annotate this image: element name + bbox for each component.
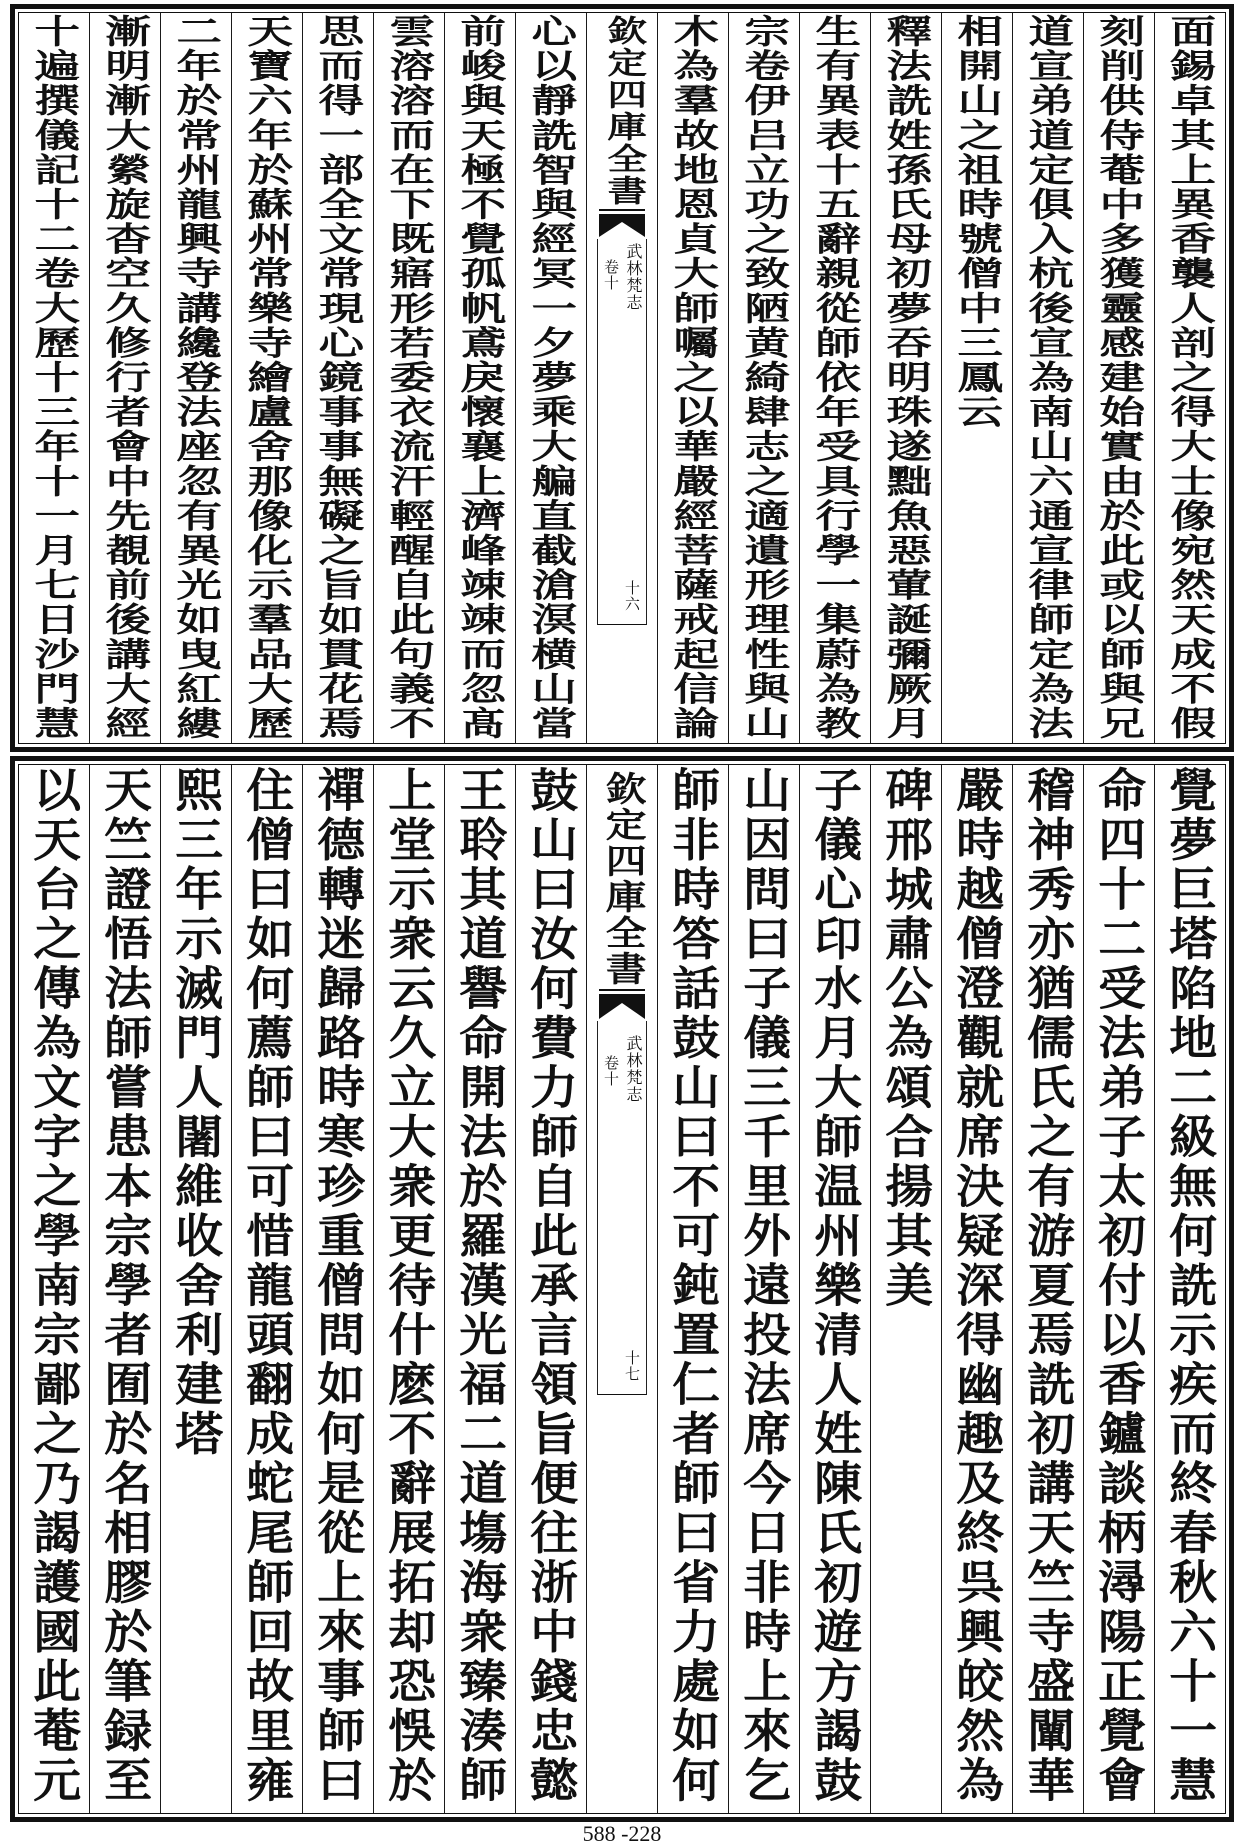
fishtail-icon <box>599 209 645 237</box>
column-text: 刻削供侍菴中多獲靈感建始實由於此或以師與兄 <box>1092 14 1146 741</box>
text-column <box>870 13 941 743</box>
text-column <box>1154 765 1225 1813</box>
text-column <box>444 13 515 743</box>
text-column <box>89 13 160 743</box>
text-column <box>515 13 586 743</box>
column-text: 上堂示衆云久立大衆更待什麽不辭展拓却恐悞於 <box>380 766 438 1806</box>
column-text: 子儀心印水月大師温州樂清人姓陳氏初遊方謁鼓 <box>806 766 864 1806</box>
page-frame <box>18 764 1226 1814</box>
column-text: 天竺證悟法師嘗患本宗學者囿於名相膠於筆録至 <box>96 766 154 1806</box>
column-text: 釋法詵姓孫氏母初夢吞明珠遂黜魚惡葷誕彌厥月 <box>879 14 933 741</box>
text-column <box>373 765 444 1813</box>
column-text: 覺夢巨塔陷地二級無何詵示疾而終春秋六十一慧 <box>1161 766 1219 1806</box>
column-text: 熙三年示滅門人闍維收舍利建塔 <box>167 766 225 1459</box>
text-column <box>160 765 231 1813</box>
column-text: 鼓山曰汝何費力師自此承言領旨便往浙中錢忠懿 <box>522 766 580 1806</box>
center-column-title: 欽定四庫全書 <box>598 771 646 987</box>
fishtail-icon <box>599 989 645 1019</box>
text-column <box>1012 13 1083 743</box>
column-text: 以天台之傳為文字之學南宗鄙之乃謁護國此菴元 <box>25 766 83 1806</box>
column-text: 十遍撰儀記十二卷大歷十三年十一月七日沙門慧 <box>27 14 81 741</box>
text-column <box>231 13 302 743</box>
text-column <box>799 765 870 1813</box>
text-column <box>1012 765 1083 1813</box>
book-title: 武林梵志 <box>624 1035 643 1103</box>
center-column <box>586 765 657 1813</box>
column-text: 天寶六年於蘇州常樂寺繪盧舍那像化示羣品大歷 <box>240 14 294 741</box>
column-text: 面錫卓其上異香襲人剖之得大士像宛然天成不假 <box>1163 14 1217 741</box>
center-column <box>586 13 657 743</box>
column-text: 王聆其道譽命開法於羅漢光福二道塲海衆臻湊師 <box>451 766 509 1806</box>
text-column <box>302 13 373 743</box>
leaf-number: 十六 <box>623 580 641 612</box>
column-text: 嚴時越僧澄觀就席決疑深得幽趣及終呉興皎然為 <box>948 766 1006 1806</box>
page-number: 588 -228 <box>582 1821 662 1846</box>
column-text: 宗卷伊吕立功之致陋黄綺肆志之適遺形理性與山 <box>737 14 791 741</box>
volume-label: 卷十 <box>602 259 620 291</box>
column-text: 雲溶溶而在下既寤形若委衣流汗輕醒自此句義不 <box>382 14 436 741</box>
column-text: 禪德轉迷歸路時寒珍重僧問如何是從上來事師曰 <box>309 766 367 1806</box>
top-page-panel <box>10 4 1234 752</box>
column-text: 稽神秀亦猶儒氏之有游夏焉詵初講天竺寺盛闡華 <box>1019 766 1077 1806</box>
column-text: 碑邢城肅公為頌合揚其美 <box>877 766 935 1311</box>
column-text: 心以靜詵智與經冥一夕夢乘大艑直截滄溟横山當 <box>524 14 578 741</box>
column-text: 生有異表十五辭親從師依年受具行學一集蔚為教 <box>808 14 862 741</box>
column-text: 思而得一部全文常現心鏡事事無礙之旨如貫花焉 <box>311 14 365 741</box>
text-column <box>941 13 1012 743</box>
column-text: 師非時答話鼓山曰不可鈍置仁者師曰省力處如何 <box>664 766 722 1806</box>
text-column <box>231 765 302 1813</box>
column-text: 命四十二受法弟子太初付以香鑪談柄潯陽正覺會 <box>1090 766 1148 1806</box>
text-column <box>941 765 1012 1813</box>
center-column-box <box>597 1021 647 1395</box>
text-column <box>870 765 941 1813</box>
text-column <box>728 13 799 743</box>
column-text: 二年於常州龍興寺講纔登法座忽有異光如曳紅縷 <box>169 14 223 741</box>
column-text: 前峻與天極不覺孤帆鳶戾懷襄上濟峰竦竦而忽髙 <box>453 14 507 741</box>
text-column <box>160 13 231 743</box>
column-text: 漸明漸大縈旋杳空久修行者會中先覩前後講大經 <box>98 14 152 741</box>
text-column <box>657 765 728 1813</box>
center-column-box <box>597 239 647 625</box>
bottom-page-panel <box>10 756 1234 1822</box>
page-frame <box>18 12 1226 744</box>
column-text: 住僧曰如何薦師曰可惜龍頭翻成蛇尾師回故里雍 <box>238 766 296 1806</box>
text-column <box>515 765 586 1813</box>
text-column <box>1083 13 1154 743</box>
column-text: 相開山之祖時號僧中三鳳云 <box>950 14 1004 430</box>
column-text: 道宣弟道定俱入杭後宣為南山六通宣律師定為法 <box>1021 14 1075 741</box>
column-text: 木為羣故地恩貞大師囑之以華嚴經菩薩戒起信論 <box>666 14 720 741</box>
text-column <box>1083 765 1154 1813</box>
text-column <box>1154 13 1225 743</box>
text-column <box>302 765 373 1813</box>
leaf-number: 十七 <box>623 1350 641 1382</box>
text-column <box>799 13 870 743</box>
text-column <box>657 13 728 743</box>
text-column <box>19 765 89 1813</box>
column-text: 山因問曰子儀三千里外遠投法席今日非時上來乞 <box>735 766 793 1806</box>
text-column <box>373 13 444 743</box>
center-column-title: 欽定四庫全書 <box>599 15 646 207</box>
text-column <box>19 13 89 743</box>
book-title: 武林梵志 <box>624 243 643 311</box>
text-column <box>89 765 160 1813</box>
text-column <box>444 765 515 1813</box>
volume-label: 卷十 <box>602 1055 620 1087</box>
text-column <box>728 765 799 1813</box>
